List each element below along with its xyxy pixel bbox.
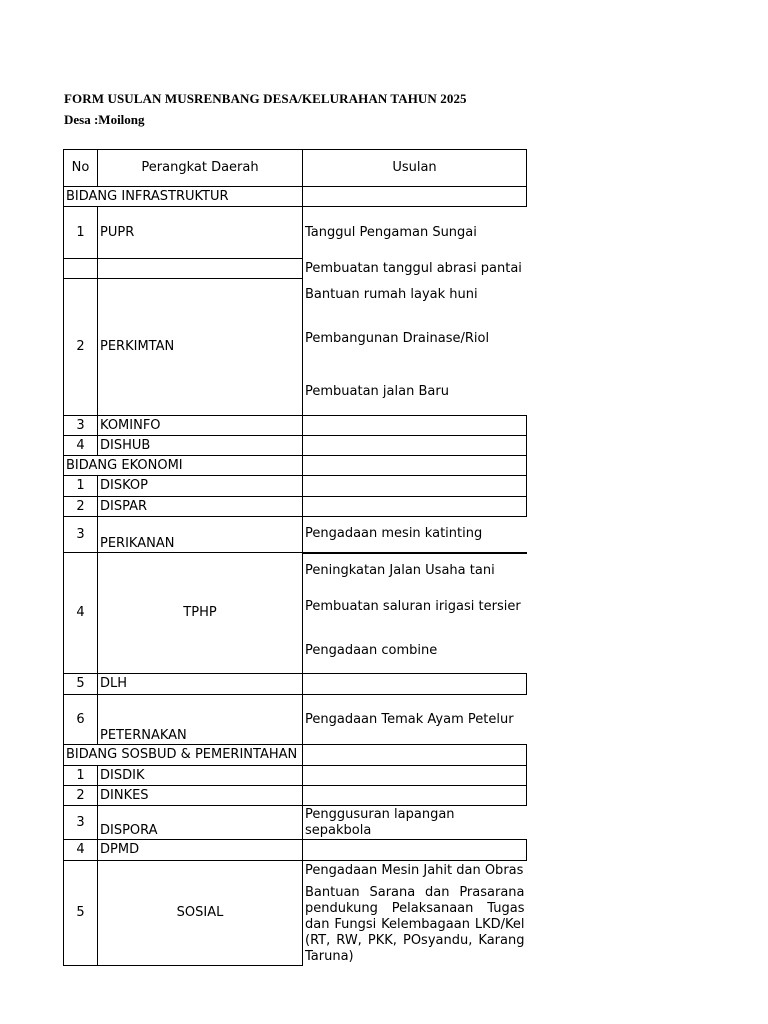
- row-usulan-empty: [303, 416, 527, 436]
- row-no: 4: [64, 840, 98, 861]
- table-row: [64, 553, 527, 674]
- header-no: No: [64, 150, 98, 187]
- table-row: [64, 695, 527, 745]
- row-usulan: Pengadaan mesin katinting: [303, 517, 527, 553]
- row-perangkat: DISDIK: [98, 766, 303, 786]
- row-perangkat: SOSIAL: [98, 861, 303, 966]
- row-no: 4: [64, 553, 98, 674]
- table-row: [64, 674, 527, 695]
- row-perangkat: PUPR: [98, 207, 303, 259]
- row-perangkat: DPMD: [98, 840, 303, 861]
- section-title: BIDANG INFRASTRUKTUR: [64, 187, 303, 207]
- row-perangkat: DISHUB: [98, 436, 303, 456]
- row-usulan: Tanggul Pengaman Sungai: [305, 224, 477, 240]
- row-no: 3: [64, 517, 98, 553]
- table-header-row: [64, 150, 527, 187]
- table-row: [64, 861, 527, 966]
- row-usulan-empty: [303, 497, 527, 517]
- table-row: [64, 279, 527, 416]
- section-row-sosbud: [64, 745, 527, 766]
- table-row: [64, 259, 527, 279]
- table-row: [64, 476, 527, 497]
- usulan-item: Bantuan Sarana dan Prasarana pendukung Pelaksanaan Tugas dan Fungsi Kelembagaan LKD/Kel (RT, RW, PKK, POsyandu, Karang Taruna): [305, 885, 525, 964]
- table-row: [64, 766, 527, 786]
- table-row: [64, 806, 527, 840]
- section-usulan-empty: [303, 745, 527, 766]
- row-perangkat: DLH: [98, 674, 303, 695]
- row-perangkat: TPHP: [98, 553, 303, 674]
- row-no: 2: [64, 279, 98, 416]
- usulan-item: Pengadaan combine: [305, 642, 438, 658]
- village-name: Desa :Moilong: [64, 112, 145, 127]
- header-usulan: Usulan: [303, 150, 527, 187]
- row-no: 5: [64, 674, 98, 695]
- row-usulan-empty: [303, 766, 527, 786]
- table-row: [64, 497, 527, 517]
- row-usulan-empty: [303, 786, 527, 806]
- table-row: [64, 207, 527, 259]
- section-row-ekonomi: [64, 456, 527, 476]
- row-no: 6: [64, 695, 98, 745]
- usulan-item: Pembuatan saluran irigasi tersier: [305, 598, 521, 614]
- section-usulan-empty: [303, 187, 527, 207]
- row-usulan-empty: [303, 840, 527, 861]
- row-no: 1: [64, 766, 98, 786]
- row-no: 4: [64, 436, 98, 456]
- table-row: [64, 436, 527, 456]
- row-usulan-group: [303, 861, 527, 966]
- row-perangkat-empty: [98, 259, 303, 279]
- row-no: 2: [64, 497, 98, 517]
- row-usulan: Pembuatan tanggul abrasi pantai: [305, 260, 522, 276]
- section-title: BIDANG EKONOMI: [64, 456, 303, 476]
- usulan-item: Pembangunan Drainase/Riol: [305, 330, 490, 346]
- row-perangkat: KOMINFO: [98, 416, 303, 436]
- row-no: 2: [64, 786, 98, 806]
- row-perangkat: PERIKANAN: [98, 517, 303, 553]
- section-title: BIDANG SOSBUD & PEMERINTAHAN: [64, 745, 303, 766]
- row-perangkat: PETERNAKAN: [98, 695, 303, 745]
- row-no-empty: [64, 259, 98, 279]
- row-no: 5: [64, 861, 98, 966]
- row-usulan-empty: [303, 476, 527, 497]
- row-perangkat: DISPORA: [98, 806, 303, 840]
- row-perangkat: DISKOP: [98, 476, 303, 497]
- section-row-infrastruktur: [64, 187, 527, 207]
- row-usulan: Penggusuran lapangan sepakbola: [305, 806, 455, 838]
- row-no: 3: [64, 416, 98, 436]
- table-row: [64, 416, 527, 436]
- row-perangkat: DINKES: [98, 786, 303, 806]
- usulan-item: Peningkatan Jalan Usaha tani: [305, 562, 495, 578]
- row-no: 1: [64, 207, 98, 259]
- table-row: [64, 786, 527, 806]
- row-perangkat: DISPAR: [98, 497, 303, 517]
- row-usulan-group: [303, 553, 527, 674]
- row-usulan: Pengadaan Temak Ayam Petelur: [305, 711, 514, 727]
- header-perangkat-daerah: Perangkat Daerah: [98, 150, 303, 187]
- row-no: 1: [64, 476, 98, 497]
- usulan-item: Pengadaan Mesin Jahit dan Obras: [305, 863, 524, 878]
- row-no: 3: [64, 806, 98, 840]
- section-usulan-empty: [303, 456, 527, 476]
- usulan-item: Pembuatan jalan Baru: [305, 383, 449, 399]
- table-row: [64, 840, 527, 861]
- row-usulan-empty: [303, 436, 527, 456]
- usulan-item: Bantuan rumah layak huni: [305, 286, 478, 302]
- row-usulan-group: [303, 279, 527, 416]
- table-row: [64, 517, 527, 553]
- row-perangkat: PERKIMTAN: [98, 279, 303, 416]
- row-usulan-empty: [303, 674, 527, 695]
- proposal-table: [63, 149, 527, 966]
- form-title: FORM USULAN MUSRENBANG DESA/KELURAHAN TAHUN 2025: [64, 91, 467, 106]
